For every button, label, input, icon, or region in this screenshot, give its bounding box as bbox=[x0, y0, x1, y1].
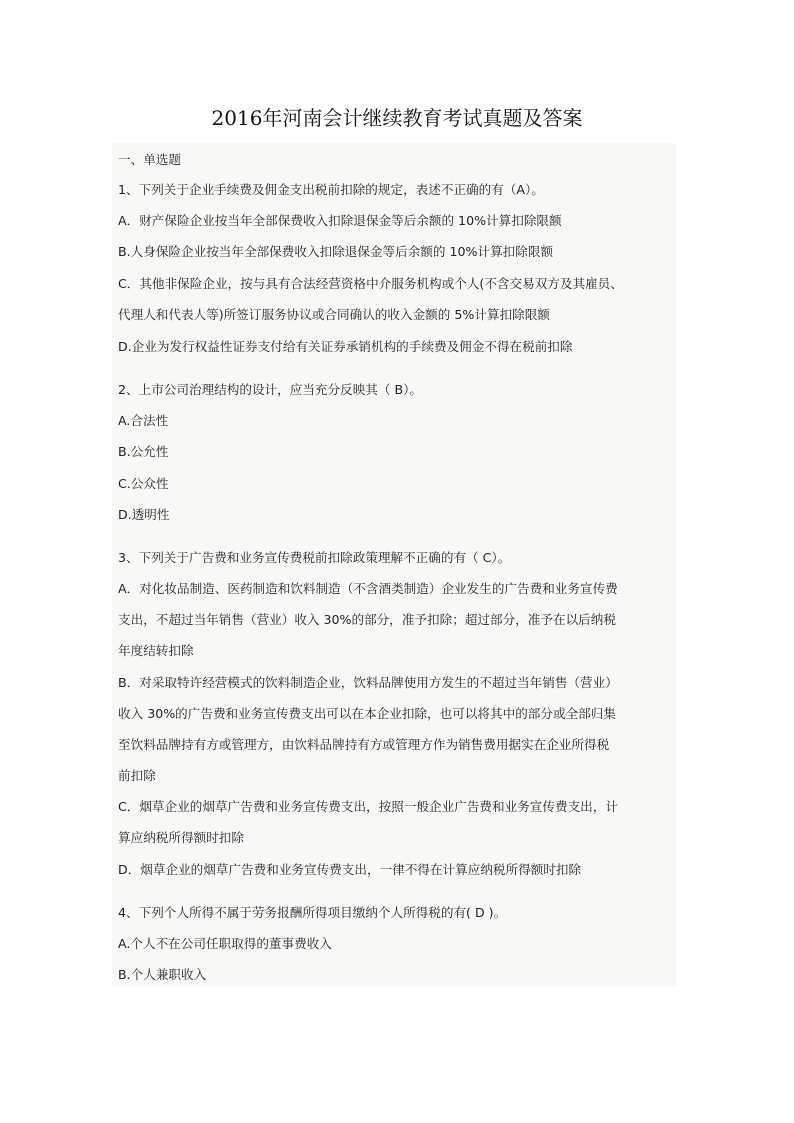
q1-option-d: D.企业为发行权益性证券支付给有关证券承销机构的手续费及佣金不得在税前扣除 bbox=[118, 339, 573, 354]
q2-option-a: A.合法性 bbox=[118, 413, 169, 428]
q2-option-d: D.透明性 bbox=[118, 507, 170, 522]
document-title: 2016年河南会计继续教育考试真题及答案 bbox=[211, 106, 583, 130]
q3-option-b-cont-3: 前扣除 bbox=[118, 768, 156, 783]
section-heading: 一、单选题 bbox=[118, 152, 181, 167]
q3-option-a: A．对化妆品制造、医药制造和饮料制造（不含酒类制造）企业发生的广告费和业务宣传费 bbox=[118, 581, 618, 596]
question-1: 1、下列关于企业手续费及佣金支出税前扣除的规定，表述不正确的有（A）。 bbox=[118, 182, 544, 197]
q3-option-d: D．烟草企业的烟草广告费和业务宣传费支出，一律不得在计算应纳税所得额时扣除 bbox=[118, 862, 582, 877]
question-2: 2、上市公司治理结构的设计，应当充分反映其（ B）。 bbox=[118, 382, 423, 397]
q2-option-b: B.公允性 bbox=[118, 444, 169, 459]
q3-option-b: B．对采取特许经营模式的饮料制造企业，饮料品牌使用方发生的不超过当年销售（营业） bbox=[118, 675, 618, 690]
q1-option-c: C．其他非保险企业，按与具有合法经营资格中介服务机构或个人(不含交易双方及其雇员、 bbox=[118, 276, 623, 291]
q1-option-c-cont: 代理人和代表人等)所签订服务协议或合同确认的收入金额的 5%计算扣除限额 bbox=[118, 307, 550, 322]
q3-option-a-cont-2: 年度结转扣除 bbox=[118, 643, 194, 658]
q1-option-b: B.人身保险企业按当年全部保费收入扣除退保金等后余额的 10%计算扣除限额 bbox=[118, 244, 554, 259]
q3-option-c-cont: 算应纳税所得额时扣除 bbox=[118, 830, 244, 845]
q2-option-c: C.公众性 bbox=[118, 476, 169, 491]
question-4: 4、下列个人所得不属于劳务报酬所得项目缴纳个人所得税的有( D )。 bbox=[118, 905, 507, 920]
q1-option-a: A．财产保险企业按当年全部保费收入扣除退保金等后余额的 10%计算扣除限额 bbox=[118, 213, 562, 228]
q3-option-a-cont-1: 支出，不超过当年销售（营业）收入 30%的部分，准予扣除；超过部分，准予在以后纳税 bbox=[118, 612, 616, 627]
question-3: 3、下列关于广告费和业务宣传费税前扣除政策理解不正确的有（ C）。 bbox=[118, 550, 511, 565]
q3-option-b-cont-1: 收入 30%的广告费和业务宣传费支出可以在本企业扣除，也可以将其中的部分或全部归集 bbox=[118, 706, 616, 721]
q3-option-b-cont-2: 至饮料品牌持有方或管理方，由饮料品牌持有方或管理方作为销售费用据实在企业所得税 bbox=[118, 737, 610, 752]
q4-option-a: A.个人不在公司任职取得的董事费收入 bbox=[118, 936, 332, 951]
q4-option-b: B.个人兼职收入 bbox=[118, 967, 207, 982]
q3-option-c: C．烟草企业的烟草广告费和业务宣传费支出，按照一般企业广告费和业务宣传费支出，计 bbox=[118, 799, 618, 814]
